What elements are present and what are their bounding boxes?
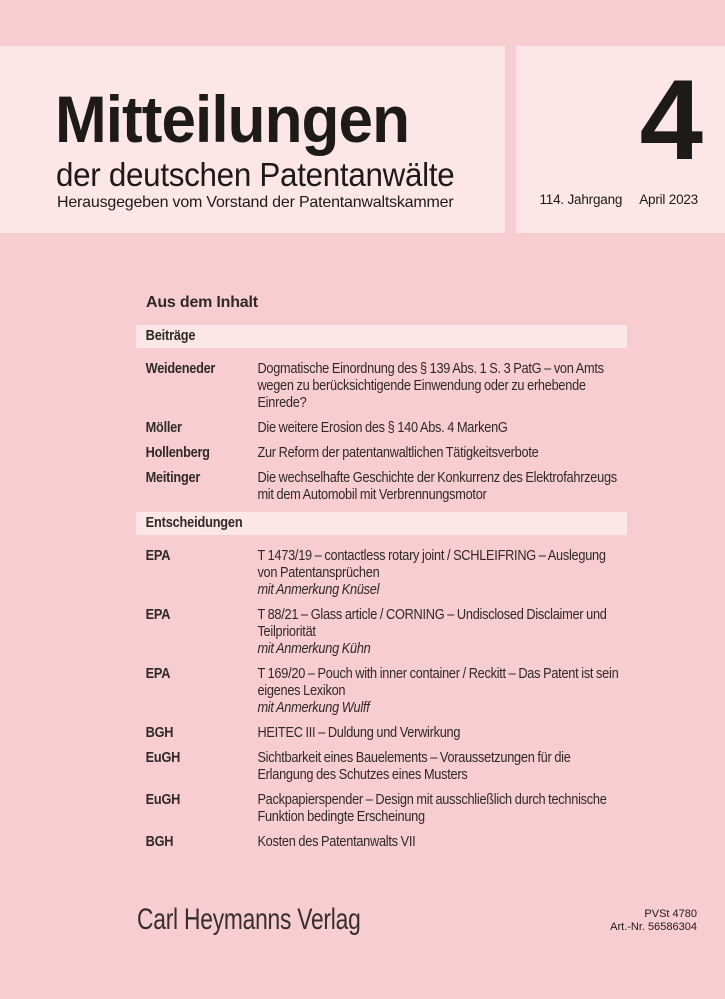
toc-author: EPA [145, 666, 171, 682]
toc-author: EuGH [145, 750, 181, 766]
postal-code: PVSt 4780 [644, 908, 697, 920]
toc-row [136, 792, 627, 826]
toc-author: BGH [145, 834, 174, 850]
journal-subtitle: der deutschen Patentanwälte [56, 156, 455, 193]
toc-author: Möller [145, 420, 182, 436]
masthead-publisher-line: Herausgegeben vom Vorstand der Patentanwaltskammer [57, 194, 454, 211]
toc-description [257, 420, 627, 437]
toc-description [257, 834, 627, 851]
toc-title: Packpapierspender – Design mit ausschließlich durch technische Funktion bedingte Erscheinung [257, 792, 607, 825]
toc-description [257, 361, 627, 412]
toc-description [257, 666, 627, 717]
toc-author: EPA [145, 548, 171, 564]
article-number: Art.-Nr. 56586304 [610, 921, 697, 933]
toc-annotation: mit Anmerkung Kühn [257, 641, 371, 657]
contents-list [136, 325, 627, 859]
toc-title: Dogmatische Einordnung des § 139 Abs. 1 S. 3 PatG – von Amts wegen zu berücksichtigende Einwendung oder zu erhebende Einrede? [257, 361, 604, 411]
toc-description [257, 445, 627, 462]
toc-title: T 1473/19 – contactless rotary joint / SCHLEIFRING – Auslegung von Patentansprüchen [257, 548, 606, 581]
toc-author: EuGH [145, 792, 181, 808]
toc-author: EPA [145, 607, 171, 623]
section-band: Beiträge [136, 325, 627, 348]
toc-row [136, 834, 627, 851]
toc-description [257, 548, 627, 599]
toc-title: Zur Reform der patentanwaltlichen Tätigkeitsverbote [257, 445, 539, 461]
toc-row [136, 470, 627, 504]
toc-row [136, 548, 627, 599]
toc-description [257, 470, 627, 504]
toc-annotation: mit Anmerkung Knüsel [257, 582, 380, 598]
volume-label: 114. Jahrgang [539, 192, 623, 207]
toc-description [257, 750, 627, 784]
toc-row [136, 445, 627, 462]
footer-order-info [610, 908, 697, 934]
toc-description [257, 792, 627, 826]
toc-title: Kosten des Patentanwalts VII [257, 834, 416, 850]
section-band: Entscheidungen [136, 512, 627, 535]
toc-row [136, 420, 627, 437]
toc-title: T 88/21 – Glass article / CORNING – Undisclosed Disclaimer und Teilpriorität [257, 607, 607, 640]
toc-author: BGH [145, 725, 174, 741]
toc-annotation: mit Anmerkung Wulff [257, 700, 370, 716]
issue-date: April 2023 [639, 192, 698, 207]
journal-title: Mitteilungen [55, 82, 410, 156]
toc-row [136, 607, 627, 658]
toc-title: HEITEC III – Duldung und Verwirkung [257, 725, 461, 741]
toc-row [136, 361, 627, 412]
toc-description [257, 607, 627, 658]
issue-number: 4 [639, 57, 703, 184]
toc-title: Die wechselhafte Geschichte der Konkurrenz des Elektrofahrzeugs mit dem Automobil mit Verbrennungsmotor [257, 470, 617, 503]
toc-row [136, 750, 627, 784]
publisher-name: Carl Heymanns Verlag [137, 903, 361, 936]
toc-description [257, 725, 627, 742]
toc-author: Weideneder [145, 361, 216, 377]
contents-heading: Aus dem Inhalt [146, 294, 258, 311]
toc-row [136, 666, 627, 717]
toc-title: Die weitere Erosion des § 140 Abs. 4 MarkenG [257, 420, 508, 436]
masthead-issue-box [516, 46, 725, 233]
toc-title: T 169/20 – Pouch with inner container / Reckitt – Das Patent ist sein eigenes Lexikon [257, 666, 619, 699]
issue-meta [539, 192, 698, 207]
toc-author: Hollenberg [145, 445, 210, 461]
masthead-title-box [0, 46, 505, 233]
toc-author: Meitinger [145, 470, 201, 486]
toc-title: Sichtbarkeit eines Bauelements – Voraussetzungen für die Erlangung des Schutzes eines Musters [257, 750, 571, 783]
toc-row [136, 725, 627, 742]
